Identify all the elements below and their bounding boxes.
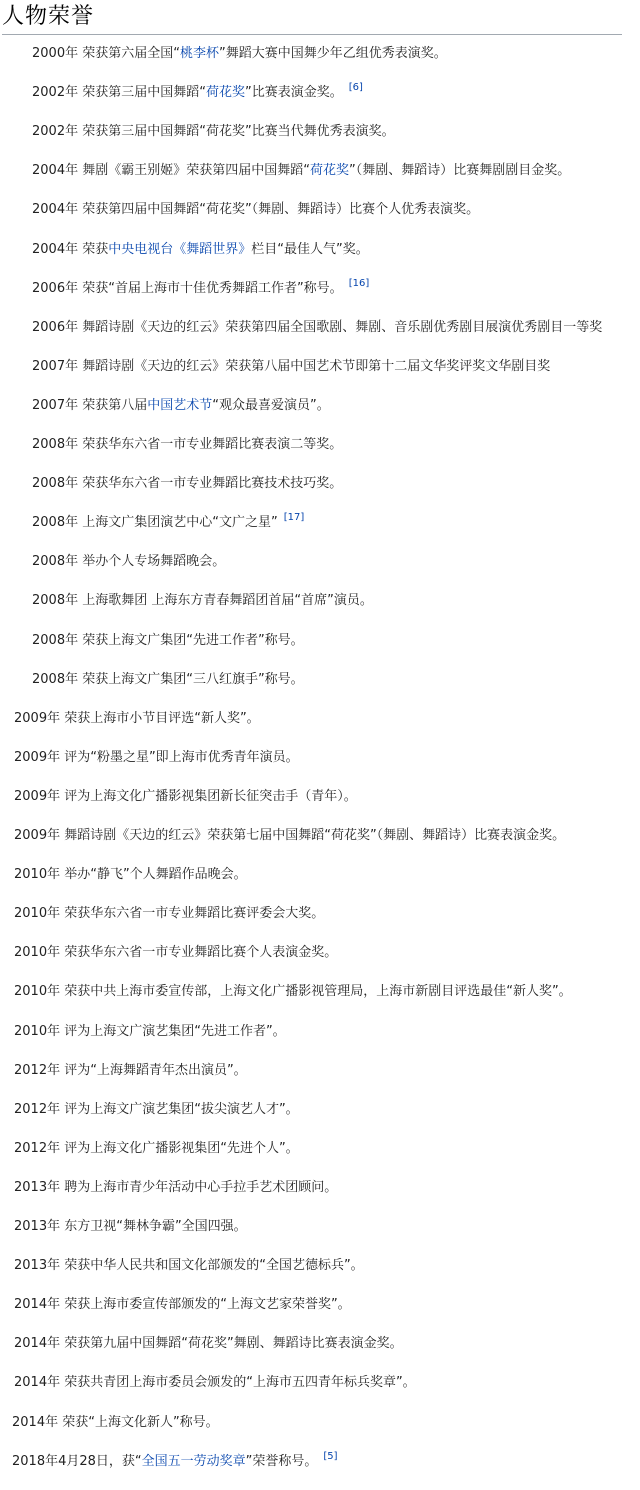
entry-text: 2009年 评为上海文化广播影视集团新长征突击手（青年）。 (14, 789, 357, 804)
honor-entry (32, 473, 342, 495)
entry-text: 2006年 荣获“首届上海市十佳优秀舞蹈工作者”称号。 (32, 281, 343, 296)
wiki-link[interactable]: 《舞蹈世界》 (173, 242, 252, 257)
entry-text: 2012年 评为上海文广演艺集团“拔尖演艺人才”。 (14, 1102, 299, 1117)
reference-marker (323, 1451, 337, 1462)
entry-text: 2013年 东方卫视“舞林争霸”全国四强。 (14, 1219, 247, 1234)
entry-text: “观众最喜爱演员”。 (212, 398, 330, 413)
honor-entry (14, 1216, 247, 1238)
entry-text: 2008年 荣获上海文广集团“先进工作者”称号。 (32, 633, 304, 648)
entry-text: 2002年 荣获第三届中国舞蹈“荷花奖”比赛当代舞优秀表演奖。 (32, 124, 395, 139)
entry-text: 2014年 荣获上海市委宣传部颁发的“上海文艺家荣誉奖”。 (14, 1297, 351, 1312)
entry-text: 2010年 评为上海文广演艺集团“先进工作者”。 (14, 1024, 286, 1039)
entry-text: 2010年 荣获华东六省一市专业舞蹈比赛评委会大奖。 (14, 906, 325, 921)
honor-entry (32, 160, 570, 182)
honor-entry (14, 1021, 286, 1043)
reference-marker (349, 82, 363, 93)
entry-text: 2012年 评为上海文化广播影视集团“先进个人”。 (14, 1141, 299, 1156)
entry-text: 2007年 荣获第八届 (32, 398, 148, 413)
honor-entry (32, 317, 602, 339)
honor-entry (14, 981, 572, 1003)
honor-entry (32, 278, 369, 300)
entry-text: 2008年 荣获华东六省一市专业舞蹈比赛技术技巧奖。 (32, 476, 343, 491)
wiki-link[interactable]: 中国艺术节 (147, 398, 213, 413)
honor-entry (14, 1060, 247, 1082)
honor-entry (32, 590, 373, 612)
entry-text: 2004年 荣获第四届中国舞蹈“荷花奖”（舞剧、舞蹈诗）比赛个人优秀表演奖。 (32, 202, 480, 217)
entry-text: 2009年 舞蹈诗剧《天边的红云》荣获第七届中国舞蹈“荷花奖”（舞剧、舞蹈诗）比赛表演金奖。 (14, 828, 566, 843)
entry-text: 2008年 举办个人专场舞蹈晚会。 (32, 554, 226, 569)
honor-entry (14, 942, 337, 964)
entry-text: 2008年 荣获上海文广集团“三八红旗手”称号。 (32, 672, 304, 687)
entry-text: 2000年 荣获第六届全国“ (32, 46, 180, 61)
entry-text: ”（舞剧、舞蹈诗）比赛舞剧剧目金奖。 (348, 163, 571, 178)
wiki-link[interactable]: 全国五一劳动奖章 (141, 1454, 246, 1469)
entry-text: 2009年 评为“粉墨之星”即上海市优秀青年演员。 (14, 750, 299, 765)
honor-entry (32, 551, 225, 573)
entry-text: 2002年 荣获第三届中国舞蹈“ (32, 85, 206, 100)
wiki-link[interactable]: 荷花奖 (309, 163, 349, 178)
reference-link[interactable]: [6] (348, 82, 363, 93)
wiki-link[interactable]: 荷花奖 (205, 85, 245, 100)
entry-text: 2006年 舞蹈诗剧《天边的红云》荣获第四届全国歌剧、舞剧、音乐剧优秀剧目展演优秀剧目一等奖 (32, 320, 603, 335)
honor-entry (14, 708, 260, 730)
entry-text: 2009年 荣获上海市小节目评选“新人奖”。 (14, 711, 260, 726)
entry-text: 2004年 舞剧《霸王别姬》荣获第四届中国舞蹈“ (32, 163, 310, 178)
honor-entry (32, 434, 342, 456)
honor-entry (32, 669, 304, 691)
entry-text: 2012年 评为“上海舞蹈青年杰出演员”。 (14, 1063, 247, 1078)
section-heading: 人物荣誉 (2, 0, 622, 35)
entry-text: 2010年 荣获华东六省一市专业舞蹈比赛个人表演金奖。 (14, 945, 338, 960)
honor-entry (14, 1177, 337, 1199)
entry-text: 2007年 舞蹈诗剧《天边的红云》荣获第八届中国艺术节即第十二届文华奖评奖文华剧目奖 (32, 359, 551, 374)
honor-entry (32, 512, 304, 534)
honor-entry (14, 1099, 299, 1121)
entry-text: ”舞蹈大赛中国舞少年乙组优秀表演奖。 (218, 46, 447, 61)
entry-text: 2014年 荣获“上海文化新人”称号。 (12, 1415, 219, 1430)
reference-link[interactable]: [16] (348, 278, 370, 289)
entry-text: 2013年 荣获中华人民共和国文化部颁发的“全国艺德标兵”。 (14, 1258, 364, 1273)
entry-text: 2010年 荣获中共上海市委宣传部，上海文化广播影视管理局，上海市新剧目评选最佳“新人奖”。 (14, 984, 572, 999)
honor-entry (32, 356, 550, 378)
entry-text: 2013年 聘为上海市青少年活动中心手拉手艺术团顾问。 (14, 1180, 338, 1195)
honor-entry (14, 825, 565, 847)
entry-text: 2010年 举办“静飞”个人舞蹈作品晚会。 (14, 867, 247, 882)
honor-entry (14, 1255, 364, 1277)
honor-entry (14, 1333, 403, 1355)
honor-entry (32, 82, 363, 104)
entry-text: 2004年 荣获 (32, 242, 109, 257)
honor-entry (32, 43, 447, 65)
entry-text: 2014年 荣获共青团上海市委员会颁发的“上海市五四青年标兵奖章”。 (14, 1375, 416, 1390)
honor-entry (32, 199, 479, 221)
honor-entry (14, 1372, 416, 1394)
honor-entry (14, 747, 299, 769)
honor-entry (32, 121, 395, 143)
entry-text: 栏目“最佳人气”奖。 (251, 242, 369, 257)
honor-entry (32, 239, 369, 261)
honor-entry (14, 864, 247, 886)
wiki-link[interactable]: 中央电视台 (108, 242, 174, 257)
entry-text: 2008年 上海文广集团演艺中心“文广之星” (32, 515, 278, 530)
honor-entry (12, 1412, 219, 1434)
entry-text: 2008年 荣获华东六省一市专业舞蹈比赛表演二等奖。 (32, 437, 343, 452)
reference-link[interactable]: [17] (283, 512, 305, 523)
honor-entry (14, 786, 357, 808)
honor-entry (32, 395, 330, 417)
entry-text: 2008年 上海歌舞团 上海东方青春舞蹈团首届“首席”演员。 (32, 593, 373, 608)
entry-text: 2014年 荣获第九届中国舞蹈“荷花奖”舞剧、舞蹈诗比赛表演金奖。 (14, 1336, 403, 1351)
honor-entry (14, 1138, 299, 1160)
honor-entry (32, 630, 304, 652)
honor-entry (12, 1451, 338, 1473)
honor-entry (14, 903, 324, 925)
entry-text: ”比赛表演金奖。 (244, 85, 343, 100)
entry-text: 2018年4月28日，获“ (12, 1454, 142, 1469)
honor-entry (14, 1294, 351, 1316)
reference-marker (284, 512, 305, 523)
entry-text: ”荣誉称号。 (245, 1454, 318, 1469)
reference-link[interactable]: [5] (323, 1451, 338, 1462)
reference-marker (349, 278, 370, 289)
wiki-link[interactable]: 桃李杯 (179, 46, 219, 61)
